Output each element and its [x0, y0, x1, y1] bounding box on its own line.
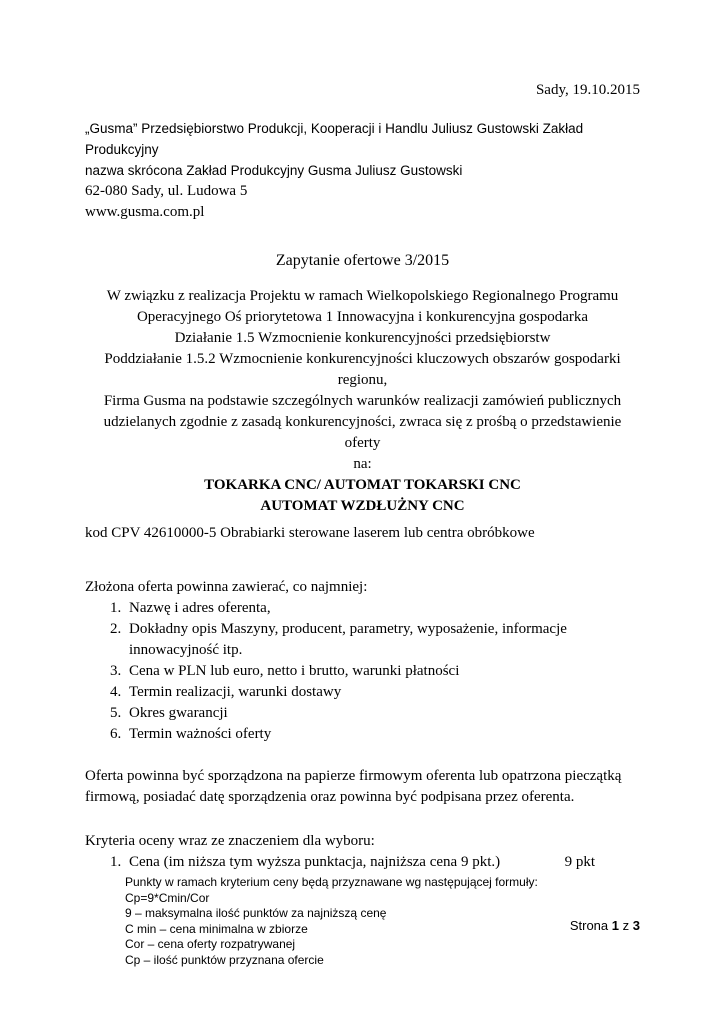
list-item-number: 1. [110, 600, 122, 616]
scoring-formula-block [85, 875, 640, 968]
list-item-number: 3. [110, 663, 122, 679]
list-item [85, 682, 640, 703]
subject-line-1: TOKARKA CNC/ AUTOMAT TOKARSKI CNC [204, 477, 521, 493]
list-item-text: Okres gwarancji [129, 705, 228, 721]
intro-paragraph [85, 286, 640, 475]
document-title: Zapytanie ofertowe 3/2015 [275, 252, 450, 269]
intro-line: regionu, [337, 372, 388, 388]
list-item [85, 703, 640, 724]
list-item [85, 619, 640, 661]
criteria-list [85, 852, 640, 873]
formula-line: C min – cena minimalna w zbiorze [125, 921, 308, 936]
company-website: www.gusma.com.pl [85, 204, 205, 220]
list-item-text: Nazwę i adres oferenta, [129, 600, 271, 616]
date-line: Sady, 19.10.2015 [535, 82, 640, 98]
list-item [85, 724, 640, 745]
requirements-heading: Złożona oferta powinna zawierać, co najmniej: [85, 579, 368, 595]
subject-line-2: AUTOMAT WZDŁUŻNY CNC [260, 498, 465, 514]
offer-note-paragraph: Oferta powinna być sporządzona na papierze firmowym oferenta lub opatrzona pieczątką firmową, posiadać datę sporządzenia oraz powinna być podpisana przez oferenta. [85, 768, 622, 805]
list-item-number: 6. [110, 726, 122, 742]
company-header [85, 118, 640, 181]
list-item-text: Termin ważności oferty [129, 726, 272, 742]
company-address-block [85, 181, 640, 223]
formula-line: Punkty w ramach kryterium ceny będą przyznawane wg następującej formuły: [125, 875, 538, 889]
list-item-text: Cena (im niższa tym wyższa punktacja, najniższa cena 9 pkt.) [129, 854, 501, 870]
list-item-text: Termin realizacji, warunki dostawy [129, 684, 342, 700]
page-number-footer [570, 915, 640, 936]
list-item [85, 852, 640, 873]
intro-line: W związku z realizacja Projektu w ramach Wielkopolskiego Regionalnego Programu [106, 288, 619, 304]
formula-line: 9 – maksymalna ilość punktów za najniższą cenę [125, 906, 387, 920]
list-item-number: 2. [110, 621, 122, 637]
intro-line: Firma Gusma na podstawie szczególnych warunków realizacji zamówień publicznych [103, 393, 622, 409]
company-name-line-1: „Gusma” Przedsiębiorstwo Produkcji, Kooperacji i Handlu Juliusz Gustowski Zakład Produkcyjny [85, 121, 584, 157]
list-item-number: 5. [110, 705, 122, 721]
page-current: 1 [611, 918, 620, 933]
intro-line: Poddziałanie 1.5.2 Wzmocnienie konkurencyjności kluczowych obszarów gospodarki [104, 351, 621, 367]
list-item [85, 661, 640, 682]
company-name-line-2: nazwa skrócona Zakład Produkcyjny Gusma Juliusz Gustowski [85, 163, 463, 178]
intro-line: Operacyjnego Oś priorytetowa 1 Innowacyjna i konkurencyjna gospodarka [136, 309, 589, 325]
requirements-list [85, 598, 640, 745]
subject-heading [85, 475, 640, 517]
page-label: Strona [569, 918, 609, 933]
intro-line: udzielanych zgodnie z zasadą konkurencyjności, zwraca się z prośbą o przedstawienie oferty [103, 414, 622, 451]
intro-line: na: [353, 456, 372, 472]
company-address: 62-080 Sady, ul. Ludowa 5 [85, 183, 248, 199]
list-item-number: 1. [110, 854, 122, 870]
page-total: 3 [632, 918, 640, 933]
cpv-code-line: kod CPV 42610000-5 Obrabiarki sterowane laserem lub centra obróbkowe [85, 525, 535, 541]
criteria-heading: Kryteria oceny wraz ze znaczeniem dla wyboru: [85, 833, 375, 849]
page-of-label: z [622, 918, 630, 933]
list-item-text: Cena w PLN lub euro, netto i brutto, warunki płatności [129, 663, 460, 679]
formula-line: Cor – cena oferty rozpatrywanej [125, 937, 296, 951]
intro-line: Działanie 1.5 Wzmocnienie konkurencyjności przedsiębiorstw [174, 330, 551, 346]
list-item-text: Dokładny opis Maszyny, producent, parametry, wyposażenie, informacje innowacyjność itp. [129, 621, 567, 658]
criteria-points: 9 pkt [564, 854, 595, 870]
formula-line: Cp – ilość punktów przyznana ofercie [125, 952, 324, 967]
formula-line: Cp=9*Cmin/Cor [125, 890, 210, 905]
list-item-number: 4. [110, 684, 122, 700]
list-item [85, 598, 640, 619]
